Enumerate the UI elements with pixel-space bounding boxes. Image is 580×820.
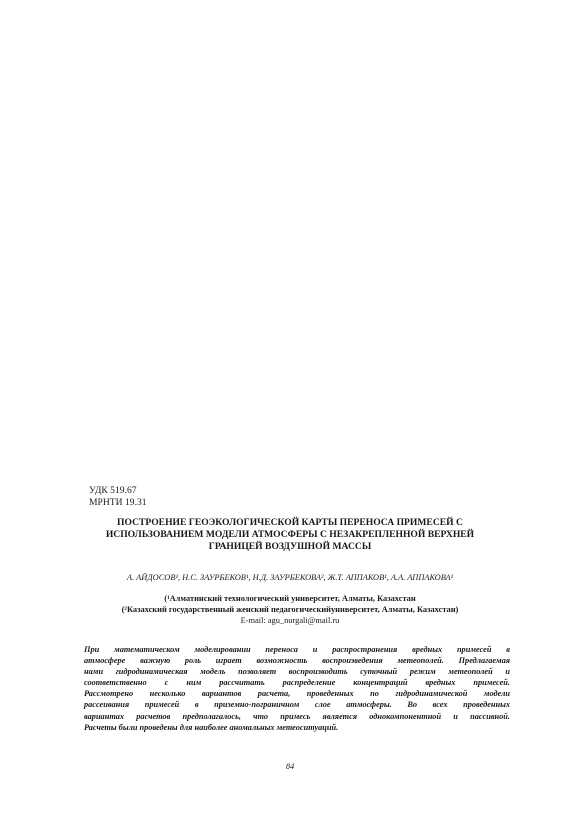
abstract-line: Рассмотрено несколько вариантов расчета, проведенных по гидродинамической модели [84,689,510,699]
mrnti-code: МРНТИ 19.31 [89,497,147,508]
abstract-line: При математическом моделировании переноса и распространения вредных примесей в [84,645,510,654]
title-line: ИСПОЛЬЗОВАНИЕМ МОДЕЛИ АТМОСФЕРЫ С НЕЗАКРЕПЛЕННОЙ ВЕРХНЕЙ [105,529,475,540]
affiliation-1: (¹Алматинский технологический университет, Алматы, Казахстан [164,594,416,603]
abstract [84,644,510,733]
title-line: ПОСТРОЕНИЕ ГЕОЭКОЛОГИЧЕСКОЙ КАРТЫ ПЕРЕНОСА ПРИМЕСЕЙ С [117,517,463,528]
abstract-line: Расчеты были проведены для наиболее аномальных метеоситуаций. [84,722,339,732]
classification-codes [89,485,147,509]
title-line: ГРАНИЦЕЙ ВОЗДУШНОЙ МАССЫ [208,541,372,552]
email-address: E-mail: agu_nurgali@mail.ru [240,616,340,625]
udc-code: УДК 519.67 [89,485,137,496]
abstract-line: вариантах расчетов предполагалось, что примесь является однокомпонентной и пассивной. [84,711,510,721]
affiliations [70,593,510,626]
abstract-line: соответственно с ним рассчитать распределение концентраций вредных примесей. [84,678,510,688]
article-title [70,517,510,553]
abstract-line: нами гидродинамическая модель позволяет воспроизводить суточный режим метеополей и [84,667,510,677]
abstract-line: рассеивания примесей в приземно-пограничном слое атмосферы. Во всех проведенных [84,700,510,710]
page-number: 84 [285,762,295,771]
abstract-line: атмосфере важную роль играет возможность воспроизведения метеополей. Предлагаемая [84,656,510,666]
affiliation-2: (²Казахский государственный женский педагогическийуниверситет, Алматы, Казахстан) [121,605,459,614]
author-list: А. АЙДОСОВ¹, Н.С. ЗАУРБЕКОВ¹, Н.Д. ЗАУРБЕКОВА², Ж.Т. АППАКОВ¹, А.А. АППАКОВА¹ [126,573,454,582]
